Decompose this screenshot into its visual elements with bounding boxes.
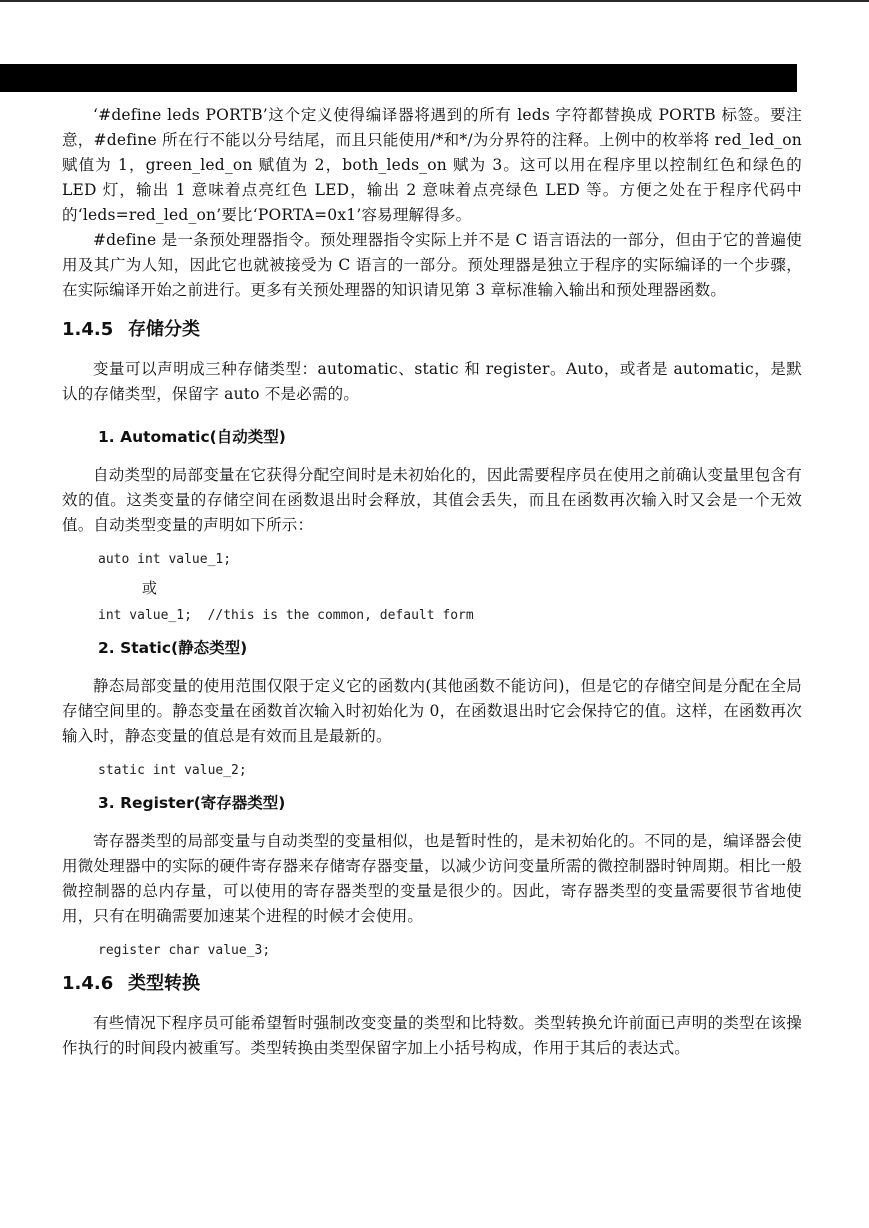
code-auto-int: auto int value_1; — [98, 552, 232, 567]
code-register-char: register char value_3; — [98, 943, 271, 958]
section-heading-1-4-6 — [62, 965, 802, 1003]
subheading-automatic: 1. Automatic(自动类型) — [98, 428, 286, 446]
paragraph-type-casting: 有些情况下程序员可能希望暂时强制改变变量的类型和比特数。类型转换允许前面已声明的类型在该操作执行的时间段内被重写。类型转换由类型保留字加上小括号构成，作用于其后的表达式。 — [62, 1014, 802, 1057]
subheading-static: 2. Static(静态类型) — [98, 639, 248, 657]
or-label: 或 — [142, 579, 158, 597]
code-int-default: int value_1; //this is the common, default form — [98, 608, 474, 623]
paragraph-automatic: 自动类型的局部变量在它获得分配空间时是未初始化的，因此需要程序员在使用之前确认变量里包含有效的值。这类变量的存储空间在函数退出时会释放，其值会丢失，而且在函数再次输入时又会是一个无效值。自动类型变量的声明如下所示： — [62, 466, 802, 534]
subheading-register: 3. Register(寄存器类型) — [98, 794, 286, 812]
page-body — [62, 103, 802, 1061]
paragraph-static: 静态局部变量的使用范围仅限于定义它的函数内(其他函数不能访问)，但是它的存储空间是分配在全局存储空间里的。静态变量在函数首次输入时初始化为 0，在函数退出时它会保持它的值。这样，在函数再次输入时，静态变量的值总是有效而且是最新的。 — [62, 677, 802, 745]
paragraph-preprocessor: #define 是一条预处理器指令。预处理器指令实际上并不是 C 语言语法的一部分，但由于它的普遍使用及其广为人知，因此它也就被接受为 C 语言的一部分。预处理器是独立于程序的实际编译的一个步骤，在实际编译开始之前进行。更多有关预处理器的知识请见第 3 章标准输入输出和预处理器函数。 — [62, 231, 802, 299]
code-static-int: static int value_2; — [98, 763, 247, 778]
section-title: 存储分类 — [128, 319, 200, 340]
section-heading-1-4-5 — [62, 311, 802, 349]
section-title: 类型转换 — [128, 973, 200, 994]
paragraph-storage-classes: 变量可以声明成三种存储类型：automatic、static 和 register。Auto，或者是 automatic，是默认的存储类型，保留字 auto 不是必需的。 — [62, 360, 802, 403]
header-bar — [0, 64, 797, 92]
paragraph-register: 寄存器类型的局部变量与自动类型的变量相似，也是暂时性的，是未初始化的。不同的是，编译器会使用微处理器中的实际的硬件寄存器来存储寄存器变量，以减少访问变量所需的微控制器时钟周期。相比一般微控制器的总内存量，可以使用的寄存器类型的变量是很少的。因此，寄存器类型的变量需要很节省地使用，只有在明确需要加速某个进程的时候才会使用。 — [62, 832, 802, 925]
section-number: 1.4.5 — [62, 319, 114, 340]
top-rule — [0, 0, 869, 2]
section-number: 1.4.6 — [62, 973, 114, 994]
paragraph-define-leds: ‘#define leds PORTB’这个定义使得编译器将遇到的所有 leds 字符都替换成 PORTB 标签。要注意，#define 所在行不能以分号结尾，而且只能使用/*和*/为分界符的注释。上例中的枚举将 red_led_on 赋值为 1，green_led_on 赋值为 2，both_leds_on 赋为 3。这可以用在程序里以控制红色和绿色的 LED 灯，输出 1 意味着点亮红色 LED，输出 2 意味着点亮绿色 LED 等。方便之处在于程序代码中的‘leds=red_led_on’要比‘PORTA=0x1’容易理解得多。 — [62, 106, 802, 224]
